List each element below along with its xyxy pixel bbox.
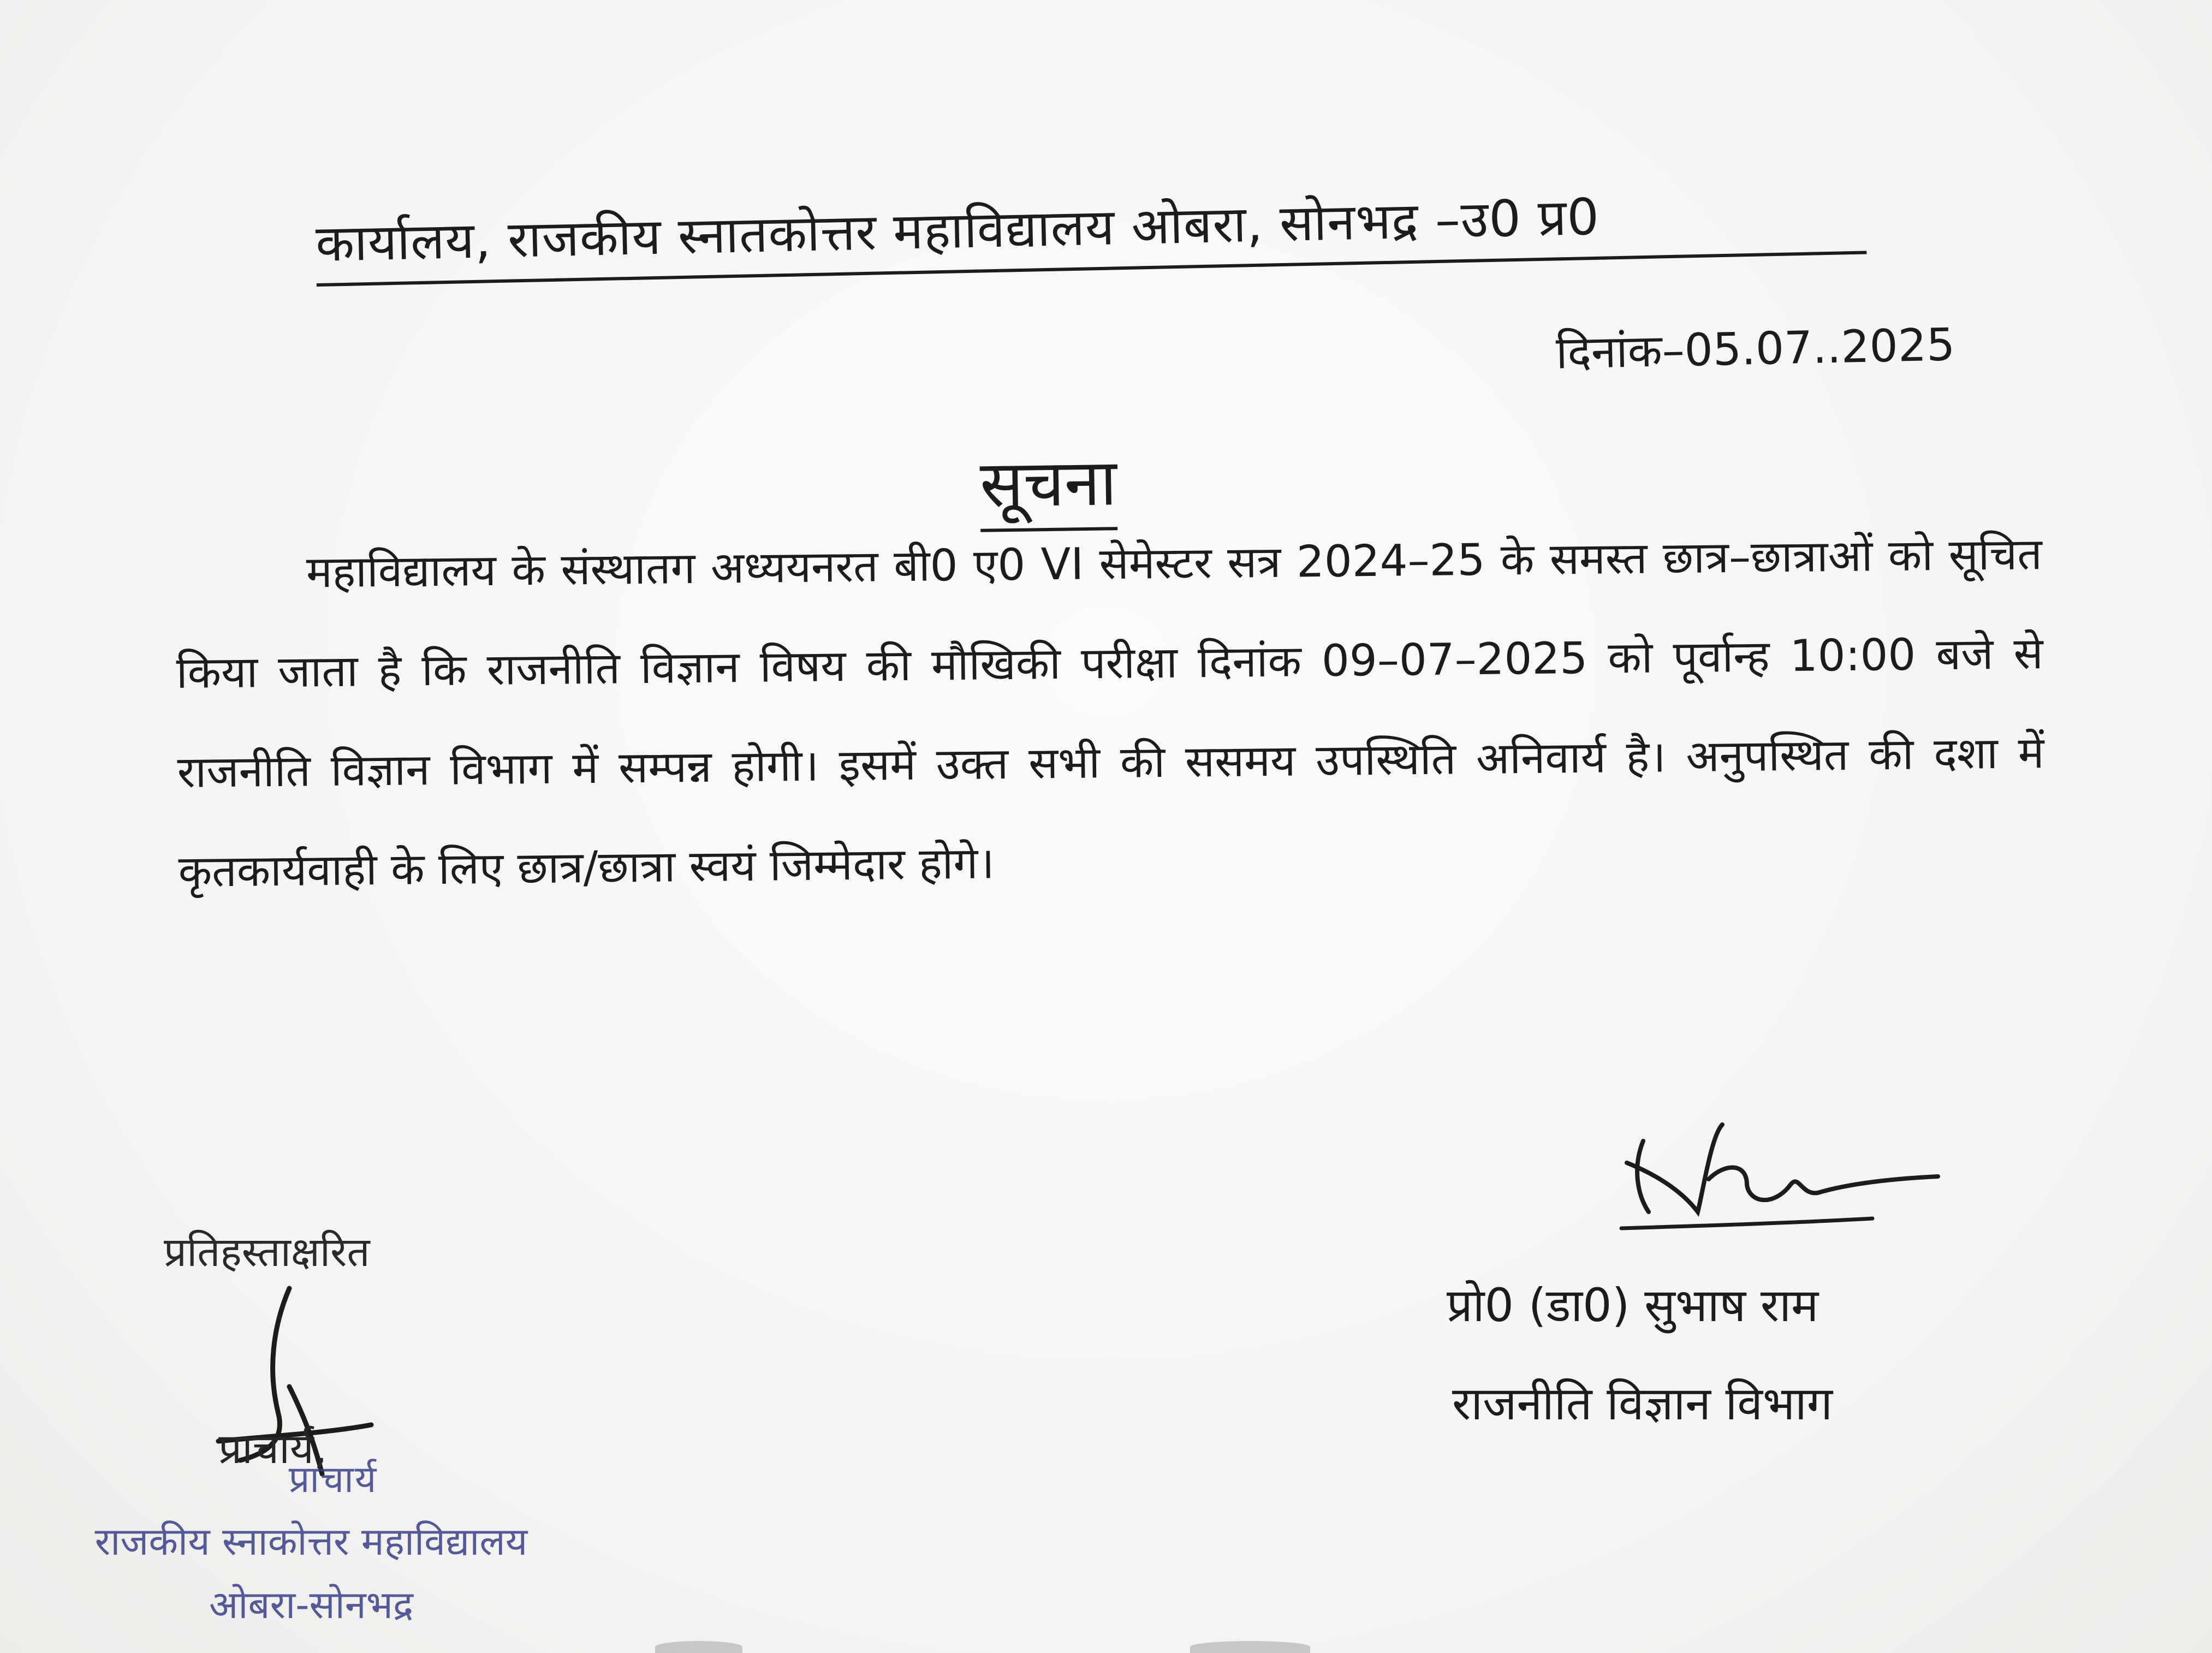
stamp-location: ओबरा-सोनभद्र [209, 1583, 414, 1627]
signatory-name: प्रो0 (डा0) सुभाष राम [1447, 1279, 1819, 1332]
office-header: कार्यालय, राजकीय स्नातकोत्तर महाविद्यालय ओबरा, सोनभद्र –उ0 प्र0 [315, 175, 1866, 287]
professor-signature [1610, 1103, 1949, 1261]
notice-title: सूचना [979, 436, 1117, 532]
notice-body: महाविद्यालय के संस्थातग अध्ययनरत बी0 ए0 VI सेमेस्टर सत्र 2024–25 के समस्त छात्र–छात्राओं को सूचित किया जाता है कि राजनीति विज्ञान विषय की मौखिकी परीक्षा दिनांक 09–07–2025 को पूर्वान्ह 10:00 बजे से राजनीति विज्ञान विभाग में सम्पन्न होगी। इसमें उक्त सभी की ससमय उपस्थिति अनिवार्य है। अनुपस्थित की दशा में कृतकार्यवाही के लिए छात्र/छात्रा स्वयं जिम्मेदार होगे। [176, 528, 2045, 897]
countersigned-label: प्रतिहस्ताक्षरित [164, 1229, 370, 1276]
edge-smudge-right [1190, 1641, 1310, 1653]
stamp-title: प्राचार्य [288, 1458, 378, 1501]
edge-smudge-left [655, 1641, 742, 1653]
stamp-college-name: राजकीय स्नाकोत्तर महाविद्यालय [94, 1519, 528, 1564]
college-stamp [60, 1452, 562, 1630]
notice-date: दिनांक–05.07..2025 [1555, 319, 1956, 379]
principal-handwritten-title: प्राचार्य, [218, 1424, 328, 1473]
signatory-department: राजनीति विज्ञान विभाग [1452, 1377, 1833, 1430]
